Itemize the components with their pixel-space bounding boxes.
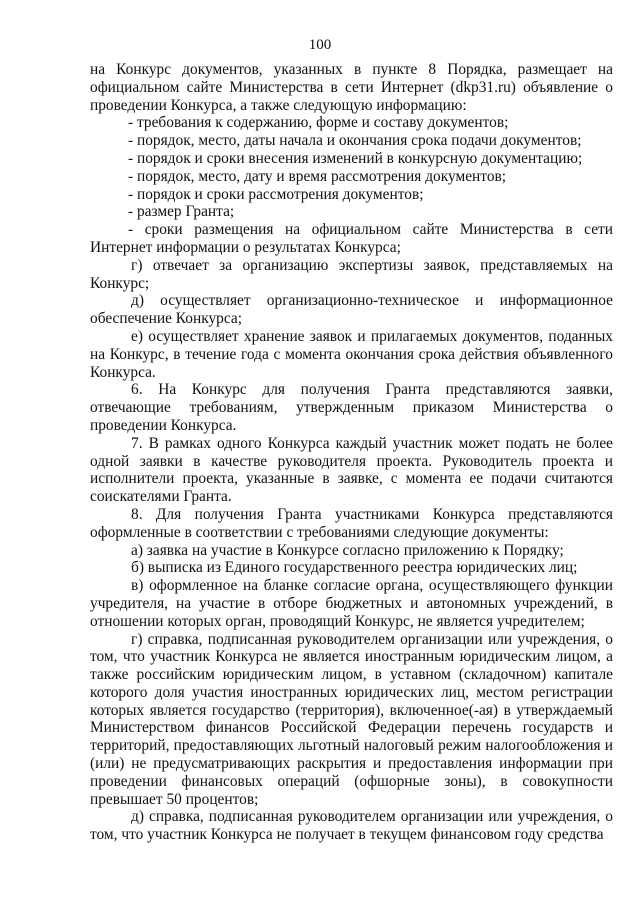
paragraph: на Конкурс документов, указанных в пункте 8 Порядка, размещает на официальном сайте Министерства в сети Интернет (dkp31.ru) объявление о проведении Конкурса, а также следующую информацию: [90, 61, 613, 114]
paragraph: 6. На Конкурс для получения Гранта представляются заявки, отвечающие требованиям, утвержденным приказом Министерства о проведении Конкурса. [90, 381, 613, 434]
paragraph: 7. В рамках одного Конкурса каждый участник может подать не более одной заявки в качестве руководителя проекта. Руководитель проекта и исполнители проекта, указанные в заявке, с момента ее подачи считаются соискателями Гранта. [90, 434, 613, 506]
paragraph: 8. Для получения Гранта участниками Конкурса представляются оформленные в соответствии с требованиями следующие документы: [90, 505, 613, 541]
paragraph: - сроки размещения на официальном сайте Министерства в сети Интернет информации о результатах Конкурса; [90, 221, 613, 256]
paragraph: - порядок и сроки рассмотрения документов; [128, 185, 424, 203]
paragraph: г) отвечает за организацию экспертизы заявок, представляемых на Конкурс; [90, 256, 613, 292]
paragraph: в) оформленное на бланке согласие органа, осуществляющего функции учредителя, на участие в отборе бюджетных и автономных учреждений, в отношении которых орган, проводящий Конкурс, не является учредителем; [90, 577, 613, 630]
paragraph: д) осуществляет организационно-техническое и информационное обеспечение Конкурса; [90, 292, 613, 328]
paragraph: д) справка, подписанная руководителем организации или учреждения, о том, что участник Конкурса не получает в текущем финансовом году средства [90, 808, 613, 844]
document-body [90, 61, 613, 844]
paragraph: - порядок, место, даты начала и окончания срока подачи документов; [128, 132, 582, 150]
paragraph: - порядок и сроки внесения изменений в конкурсную документацию; [128, 149, 583, 167]
paragraph: - порядок, место, дату и время рассмотрения документов; [128, 167, 507, 185]
page-number: 100 [308, 37, 332, 53]
paragraph: а) заявка на участие в Конкурсе согласно приложению к Порядку; [131, 541, 564, 559]
paragraph: б) выписка из Единого государственного реестра юридических лиц; [131, 559, 578, 577]
paragraph: е) осуществляет хранение заявок и прилагаемых документов, поданных на Конкурс, в течение года с момента окончания срока действия объявленного Конкурса. [90, 327, 613, 381]
paragraph: - требования к содержанию, форме и составу документов; [128, 114, 509, 132]
paragraph: - размер Гранта; [128, 203, 235, 221]
paragraph: г) справка, подписанная руководителем организации или учреждения, о том, что участник Конкурса не является иностранным юридическим лицом, а также российским юридическим лицом, в уставном (складочном) капитале которого доля участия иностранных юридических лиц, местом регистрации которых является государство (территория), включенное(-ая) в утверждаемый Министерством финансов Российской Федерации перечень государств и территорий, предоставляющих льготный налоговый режим налогообложения и (или) не предусматривающих раскрытия и предоставления информации при проведении финансовых операций (офшорные зоны), в совокупности превышает 50 процентов; [90, 630, 613, 808]
